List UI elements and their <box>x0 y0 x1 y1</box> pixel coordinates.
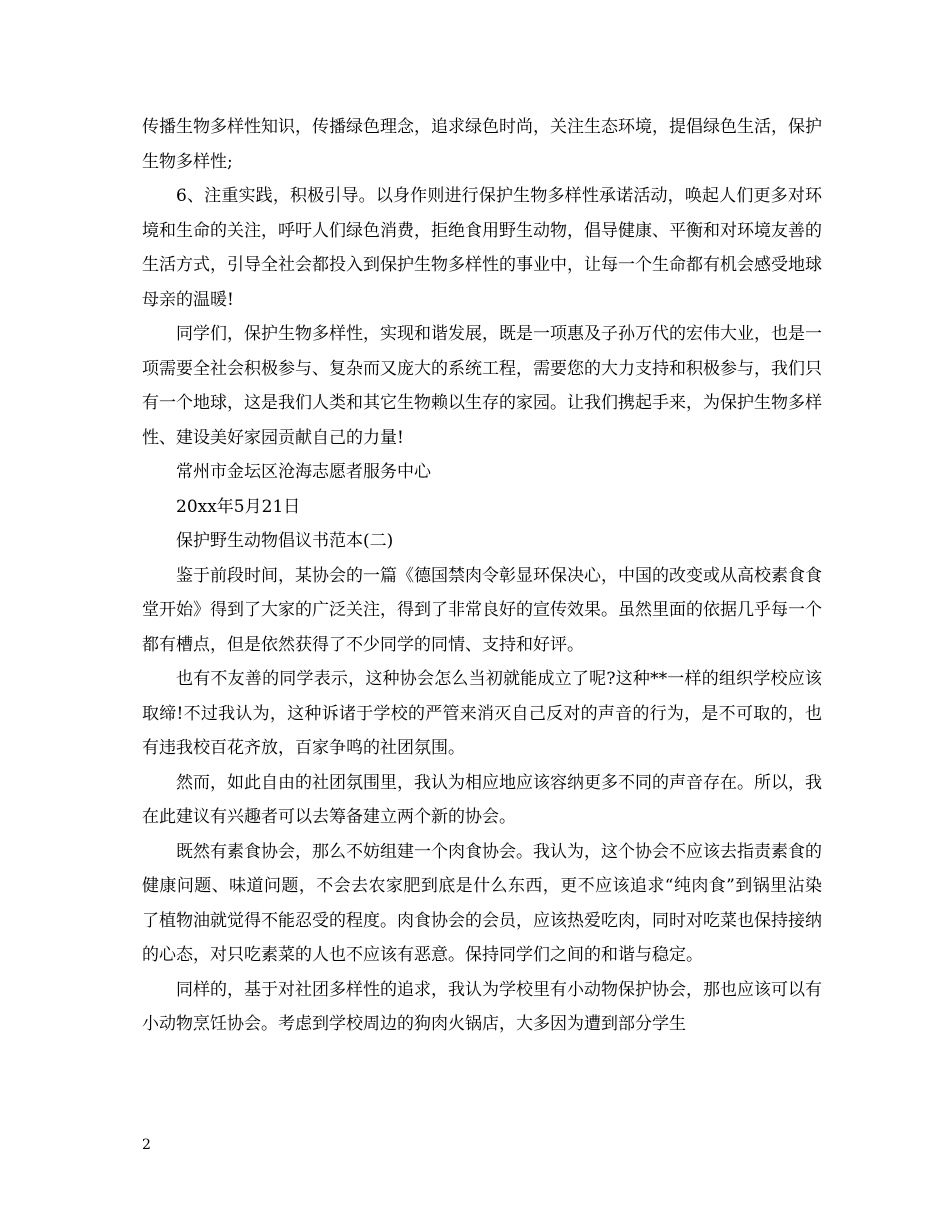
page-number: 2 <box>142 1137 151 1153</box>
paragraph: 6、注重实践，积极引导。以身作则进行保护生物多样性承诺活动，唤起人们更多对环境和生命的关注，呼吁人们绿色消费，拒绝食用野生动物，倡导健康、平衡和对环境友善的生活方式，引导全社会都投入到保护生物多样性的事业中，让每一个生命都有机会感受地球母亲的温暖! <box>142 186 822 310</box>
paragraph: 既然有素食协会，那么不妨组建一个肉食协会。我认为，这个协会不应该去指责素食的健康问题、味道问题，不会去农家肥到底是什么东西，更不应该追求“纯肉食”到锅里沾染了植物油就觉得不能忍受的程度。肉食协会的会员，应该热爱吃肉，同时对吃菜也保持接纳的心态，对只吃素菜的人也不应该有恶意。保持同学们之间的和谐与稳定。 <box>142 841 822 965</box>
paragraph: 同学们，保护生物多样性，实现和谐发展，既是一项惠及子孙万代的宏伟大业，也是一项需要全社会积极参与、复杂而又庞大的系统工程，需要您的大力支持和积极参与，我们只有一个地球，这是我们人类和其它生物赖以生存的家园。让我们携起手来，为保护生物多样性、建设美好家园贡献自己的力量! <box>142 324 822 448</box>
signature-date: 20xx年5月21日 <box>176 496 301 517</box>
paragraph: 鉴于前段时间，某协会的一篇《德国禁肉令彰显环保决心，中国的改变或从高校素食食堂开始》得到了大家的广泛关注，得到了非常良好的宣传效果。虽然里面的依据几乎每一个都有槽点，但是依然获得了不少同学的同情、支持和好评。 <box>142 565 822 655</box>
paragraph: 传播生物多样性知识，传播绿色理念，追求绿色时尚，关注生态环境，提倡绿色生活，保护生物多样性; <box>142 117 822 172</box>
document-body <box>142 110 822 1042</box>
section-title: 保护野生动物倡议书范本(二) <box>176 531 394 551</box>
paragraph: 也有不友善的同学表示，这种协会怎么当初就能成立了呢?这种**一样的组织学校应该取缔!不过我认为，这种诉诸于学校的严管来消灭自己反对的声音的行为，是不可取的，也有违我校百花齐放，百家争鸣的社团氛围。 <box>142 669 822 758</box>
signature-organization: 常州市金坛区沧海志愿者服务中心 <box>176 462 431 482</box>
paragraph: 同样的，基于对社团多样性的追求，我认为学校里有小动物保护协会，那也应该可以有小动物烹饪协会。考虑到学校周边的狗肉火锅店，大多因为遭到部分学生 <box>142 979 822 1034</box>
paragraph: 然而，如此自由的社团氛围里，我认为相应地应该容纳更多不同的声音存在。所以，我在此建议有兴趣者可以去筹备建立两个新的协会。 <box>142 772 822 827</box>
